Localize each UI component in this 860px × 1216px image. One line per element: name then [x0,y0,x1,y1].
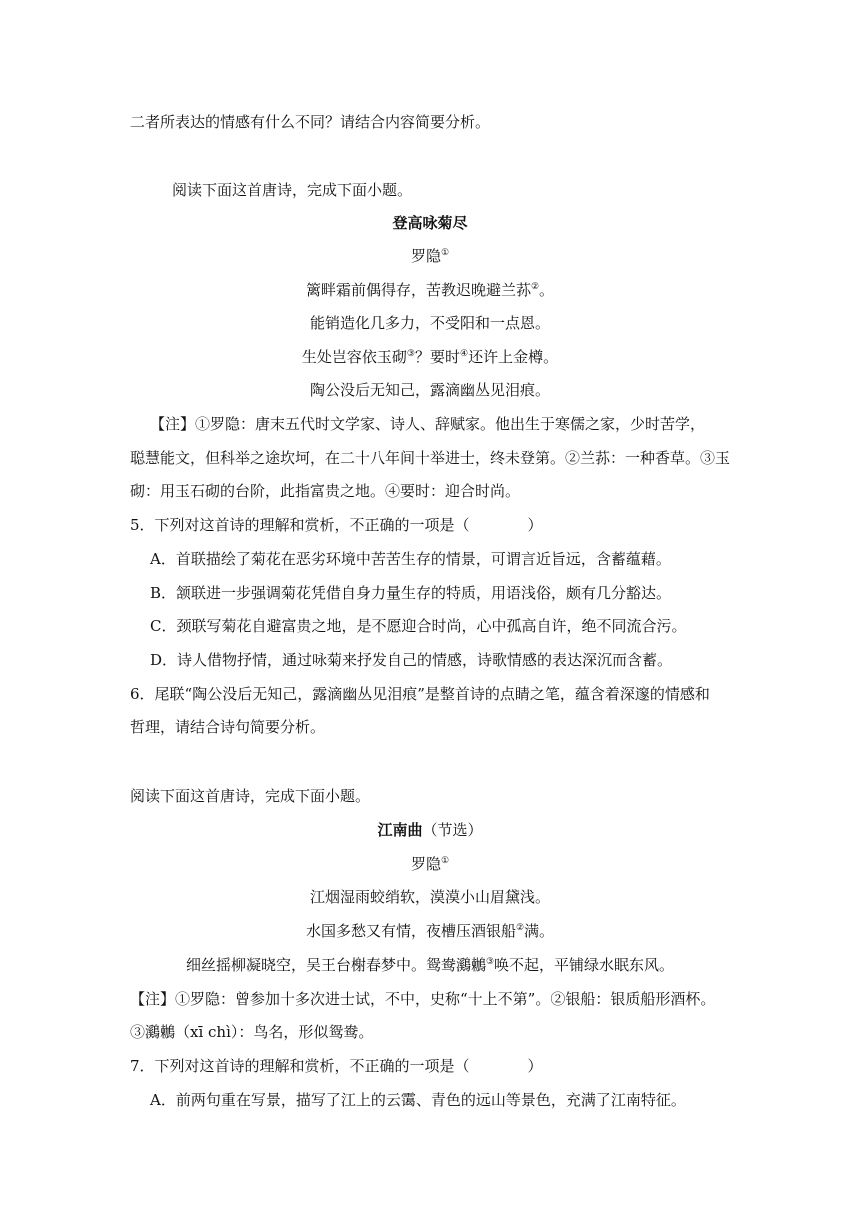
note-mark: ② [530,282,540,292]
note-mark: ③ [485,957,495,967]
question-5-option-b: B．颔联进一步强调菊花凭借自身力量生存的特质，用语浅俗，颇有几分豁达。 [150,584,672,602]
question-5-text: 5．下列对这首诗的理解和赏析，不正确的一项是（ [130,516,470,534]
poem2-line [0,921,860,941]
poem1-title: 登高咏菊尽 [392,214,468,232]
poem1-line [0,280,860,300]
question-7-close: ） [527,1057,543,1075]
question-7-stem [130,1056,543,1076]
question-5-option-a: A．首联描绘了菊花在恶劣环境中苦苦生存的情景，可谓言近旨远，含蓄蕴藉。 [150,550,671,568]
poem1-note-line: 砌：用玉石砌的台阶，此指富贵之地。④要时：迎合时尚。 [130,482,521,500]
question-5-close: ） [527,516,543,534]
section1-intro: 阅读下面这首唐诗，完成下面小题。 [172,181,413,199]
poem2-line-text: 水国多愁又有情，夜槽压酒银船 [305,922,516,940]
question-5-option-d: D．诗人借物抒情，通过咏菊来抒发自己的情感，诗歌情感的表达深沉而含蓄。 [150,651,673,669]
poem1-line-text: ？要时 [414,348,460,366]
poem2-line-text: 细丝摇柳凝晓空，吴王台榭春梦中。鸳鸯鸂鶒 [185,956,486,974]
poem1-note-line: 聪慧能文，但科举之途坎坷，在二十八年间十举进士，终未登第。②兰荪：一种香草。③玉 [130,449,731,467]
poem1-author-name: 罗隐 [410,247,441,265]
poem2-line-text: 唤不起，平铺绿水眠东风。 [494,956,675,974]
q4-tail: 二者所表达的情感有什么不同？请结合内容简要分析。 [130,113,491,131]
poem2-author-mark: ① [440,856,450,866]
poem2-line [0,955,860,975]
poem1-line-text: 能销造化几多力，不受阳和一点恩。 [309,314,550,332]
poem2-author-name: 罗隐 [410,855,441,873]
poem1-line-text: 。 [539,281,555,299]
question-6-line: 哲理，请结合诗句简要分析。 [130,718,326,736]
poem1-line [0,380,860,400]
question-6-line: 6．尾联“陶公没后无知己，露滴幽丛见泪痕”是整首诗的点睛之笔，蕴含着深邃的情感和 [130,685,710,703]
poem1-line-text: 陶公没后无知己，露滴幽丛见泪痕。 [309,381,550,399]
poem2-line [0,887,860,907]
question-7-text: 7．下列对这首诗的理解和赏析，不正确的一项是（ [130,1057,470,1075]
poem1-author [0,246,860,266]
poem1-line-text: 篱畔霜前偶得存，苦教迟晚避兰荪 [305,281,531,299]
question-7-option-a: A．前两句重在写景，描写了江上的云霭、青色的远山等景色，充满了江南特征。 [150,1091,686,1109]
poem1-line-text: 还许上金樽。 [468,348,559,366]
poem2-line-text: 满。 [524,922,555,940]
note-mark: ② [515,923,525,933]
note-mark: ④ [460,349,469,359]
poem1-author-mark: ① [440,248,450,258]
question-5-stem [130,515,543,535]
section2-intro: 阅读下面这首唐诗，完成下面小题。 [130,787,371,805]
poem2-note-line: 【注】①罗隐：曾参加十多次进士试，不中，史称“十上不第”。②银船：银质船形酒杯。 [130,990,716,1008]
note-mark: ③ [406,349,415,359]
poem1-note-line: 【注】①罗隐：唐末五代时文学家、诗人、辞赋家。他出生于寒儒之家，少时苦学， [150,415,706,433]
poem1-line [0,347,860,367]
poem1-line [0,313,860,333]
poem2-title [0,820,860,840]
poem2-author [0,854,860,874]
question-5-option-c: C．颈联写菊花自避富贵之地，是不愿迎合时尚，心中孤高自许，绝不同流合污。 [150,617,687,635]
poem2-title-suffix: （节选） [422,821,483,839]
poem2-note-line: ③鸂鶒（xī chì）：鸟名，形似鸳鸯。 [130,1023,374,1041]
poem1-line-text: 生处岂容依玉砌 [301,348,407,366]
poem2-line-text: 江烟湿雨蛟绡软，漠漠小山眉黛浅。 [309,888,550,906]
poem2-title-text: 江南曲 [377,821,423,839]
